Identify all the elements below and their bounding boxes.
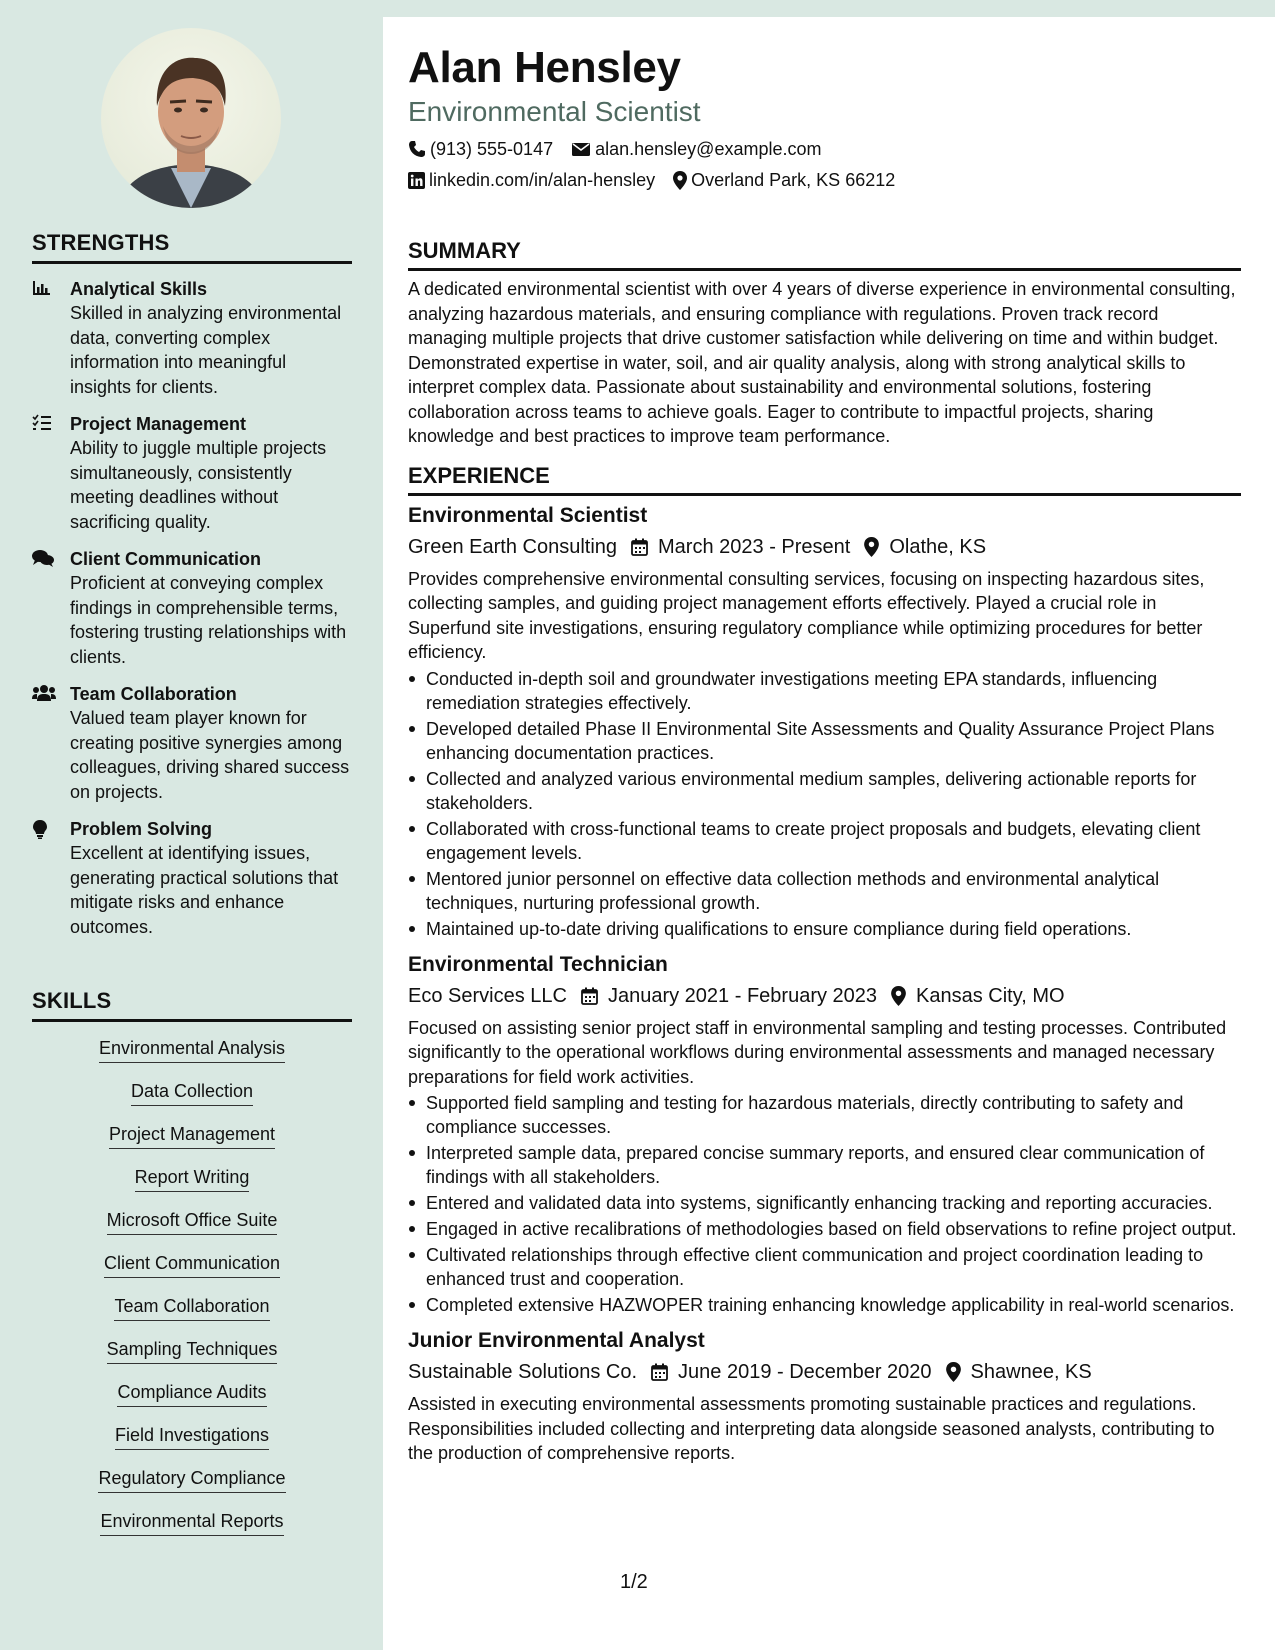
job-bullet: Collected and analyzed various environmental medium samples, delivering actionable reports for stakeholders. — [408, 767, 1241, 815]
job-bullet: Conducted in-depth soil and groundwater investigations meeting EPA standards, influencing remediation strategies effectively. — [408, 667, 1241, 715]
job-entry — [408, 1327, 1241, 1466]
map-pin-icon — [891, 986, 906, 1006]
job-bullet: Mentored junior personnel on effective data collection methods and environmental analytical techniques, nurturing professional growth. — [408, 867, 1241, 915]
bar-chart-icon — [32, 277, 70, 399]
strengths-section — [32, 230, 352, 939]
strength-title: Problem Solving — [70, 819, 213, 839]
phone-contact — [408, 139, 553, 160]
job-meta — [408, 1359, 1241, 1385]
strengths-heading: STRENGTHS — [32, 230, 352, 264]
main-content — [383, 17, 1275, 1650]
job-location: Shawnee, KS — [970, 1361, 1092, 1383]
job-dates: June 2019 - December 2020 — [678, 1361, 932, 1383]
lightbulb-icon — [32, 817, 70, 939]
skill-tag: Environmental Reports — [100, 1509, 283, 1536]
job-bullet: Completed extensive HAZWOPER training enhancing knowledge applicability in real-world scenarios. — [408, 1293, 1241, 1317]
job-entry — [408, 951, 1241, 1318]
strength-item — [32, 277, 352, 399]
job-bullet: Supported field sampling and testing for hazardous materials, directly contributing to safety and compliance successes. — [408, 1091, 1241, 1139]
email-contact[interactable] — [571, 139, 821, 160]
job-title: Environmental Scientist — [408, 503, 648, 527]
contact-row — [408, 168, 1241, 192]
job-bullet: Cultivated relationships through effective client communication and project coordination leading to enhanced trust and cooperation. — [408, 1243, 1241, 1291]
job-bullets — [408, 1091, 1241, 1317]
chat-bubbles-icon — [32, 547, 70, 669]
skill-tag: Sampling Techniques — [107, 1337, 278, 1364]
skills-section — [32, 988, 352, 1552]
job-bullet: Developed detailed Phase II Environmental Site Assessments and Quality Assurance Project Plans enhancing documentation practices. — [408, 717, 1241, 765]
skill-tag: Project Management — [109, 1122, 275, 1149]
strength-title: Analytical Skills — [70, 279, 208, 299]
job-meta — [408, 983, 1241, 1009]
strength-desc: Proficient at conveying complex findings in comprehensible terms, fostering trusting relationships with clients. — [70, 573, 347, 667]
skill-tag: Data Collection — [131, 1079, 253, 1106]
summary-heading: SUMMARY — [408, 238, 1241, 271]
map-pin-icon — [946, 1362, 961, 1382]
linkedin-link[interactable]: linkedin.com/in/alan-hensley — [429, 169, 656, 190]
job-bullet: Entered and validated data into systems, significantly enhancing tracking and reporting accuracies. — [408, 1191, 1241, 1215]
calendar-icon — [631, 538, 648, 556]
skill-list — [32, 1036, 352, 1552]
location-text: Overland Park, KS 66212 — [691, 169, 896, 190]
map-pin-icon — [864, 537, 879, 557]
summary-text: A dedicated environmental scientist with over 4 years of diverse experience in environmental consulting, analyzing hazardous materials, and ensuring compliance with regulations. Proven track record managing multiple projects that drive customer satisfaction while delivering on time and within budget. Demonstrated expertise in water, soil, and air quality analysis, along with strong analytical skills to interpret complex data. Passionate about sustainability and environmental solutions, fostering collaboration across teams to achieve goals. Eager to contribute to impactful projects, sharing knowledge and best practices to improve team performance. — [408, 279, 1236, 446]
strength-item — [32, 682, 352, 804]
company-name: Sustainable Solutions Co. — [408, 1361, 638, 1383]
candidate-role: Environmental Scientist — [408, 96, 701, 127]
strength-item — [32, 817, 352, 939]
job-dates: March 2023 - Present — [658, 535, 851, 558]
candidate-name: Alan Hensley — [408, 43, 681, 92]
job-meta — [408, 534, 1241, 560]
company-name: Green Earth Consulting — [408, 535, 618, 558]
experience-heading: EXPERIENCE — [408, 463, 1241, 496]
strength-desc: Excellent at identifying issues, generating practical solutions that mitigate risks and enhance outcomes. — [70, 843, 339, 937]
skill-tag: Client Communication — [104, 1251, 280, 1278]
skill-tag: Team Collaboration — [114, 1294, 269, 1321]
phone-icon — [408, 140, 426, 158]
job-location: Kansas City, MO — [916, 984, 1065, 1007]
job-entry — [408, 502, 1241, 941]
linkedin-contact[interactable] — [408, 170, 655, 191]
calendar-icon — [581, 987, 598, 1005]
job-description: Assisted in executing environmental assessments promoting sustainable practices and regulations. Responsibilities included collecting and interpreting data alongside seasoned analysts, contributing to the production of comprehensive reports. — [408, 1394, 1215, 1463]
job-bullets — [408, 667, 1241, 941]
job-title: Environmental Technician — [408, 952, 668, 976]
job-bullet: Interpreted sample data, prepared concise summary reports, and ensured clear communication of findings with all stakeholders. — [408, 1141, 1241, 1189]
job-location: Olathe, KS — [889, 535, 987, 558]
company-name: Eco Services LLC — [408, 984, 567, 1007]
skill-tag: Compliance Audits — [117, 1380, 266, 1407]
location-contact — [673, 170, 895, 191]
skills-heading: SKILLS — [32, 988, 352, 1022]
experience-section — [408, 463, 1241, 1466]
job-description: Focused on assisting senior project staff in environmental sampling and testing processes. Contributed significantly to the operational workflows during environmental assessments and managed necessary preparations for field work activities. — [408, 1017, 1227, 1087]
job-bullet: Maintained up-to-date driving qualifications to ensure compliance during field operations. — [408, 917, 1241, 941]
task-list-icon — [32, 412, 70, 534]
strength-title: Project Management — [70, 414, 247, 434]
strength-item — [32, 547, 352, 669]
strength-item — [32, 412, 352, 534]
linkedin-icon — [408, 172, 425, 189]
calendar-icon — [651, 1363, 668, 1381]
strength-desc: Valued team player known for creating positive synergies among colleagues, driving shared success on projects. — [70, 708, 350, 802]
strength-desc: Skilled in analyzing environmental data, converting complex information into meaningful insights for clients. — [70, 303, 342, 397]
page-number: 1/2 — [620, 1571, 648, 1593]
job-dates: January 2021 - February 2023 — [607, 984, 878, 1007]
sidebar — [0, 0, 383, 1650]
job-title: Junior Environmental Analyst — [408, 1329, 705, 1352]
job-bullet: Collaborated with cross-functional teams to create project proposals and budgets, elevating client engagement levels. — [408, 817, 1241, 865]
job-description: Provides comprehensive environmental consulting services, focusing on inspecting hazardous sites, collecting samples, and guiding project management efforts effectively. Played a crucial role in Superfund site investigations, ensuring regulatory compliance while optimizing procedures for better efficiency. — [408, 568, 1205, 662]
skill-tag: Environmental Analysis — [99, 1036, 285, 1063]
skill-tag: Report Writing — [135, 1165, 250, 1192]
avatar — [101, 28, 281, 208]
job-bullet: Engaged in active recalibrations of methodologies based on field observations to refine project output. — [408, 1217, 1241, 1241]
strength-title: Client Communication — [70, 549, 262, 569]
summary-section — [408, 238, 1241, 449]
skill-tag: Field Investigations — [115, 1423, 269, 1450]
map-pin-icon — [673, 171, 687, 190]
strength-desc: Ability to juggle multiple projects simultaneously, consistently meeting deadlines without sacrificing quality. — [70, 438, 327, 532]
strength-title: Team Collaboration — [70, 684, 237, 704]
team-icon — [32, 682, 70, 804]
skill-tag: Regulatory Compliance — [98, 1466, 285, 1493]
contact-row — [408, 137, 1241, 161]
phone-text: (913) 555-0147 — [430, 138, 554, 159]
skill-tag: Microsoft Office Suite — [107, 1208, 278, 1235]
envelope-icon — [571, 141, 591, 157]
email-link[interactable]: alan.hensley@example.com — [595, 138, 822, 159]
